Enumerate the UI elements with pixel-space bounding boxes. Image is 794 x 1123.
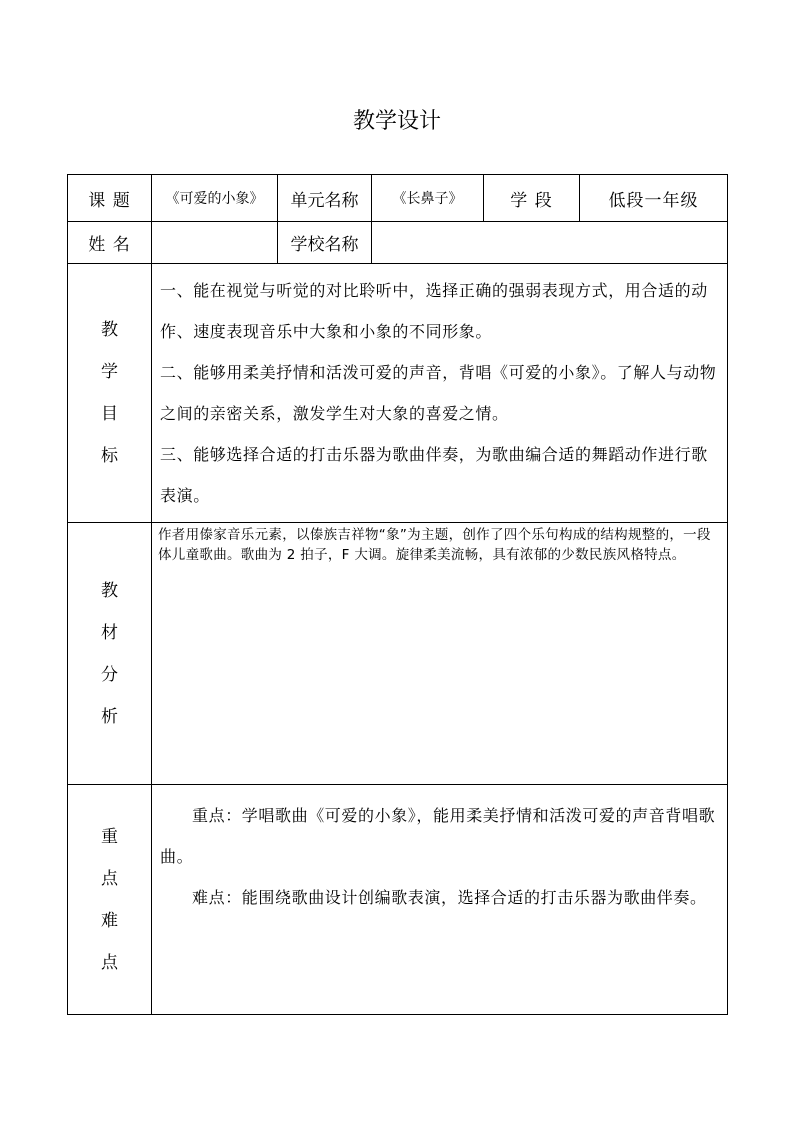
- analysis-content: [152, 523, 728, 785]
- difficulty-text: 难点：能围绕歌曲设计创编歌表演，选择合适的打击乐器为歌曲伴奏。: [192, 888, 707, 907]
- key-point-text: 重点：学唱歌曲《可爱的小象》，能用柔美抒情和活泼可爱的声音背唱歌曲。: [160, 806, 716, 866]
- goals-content: [152, 264, 728, 523]
- stage-value: 低段一年级: [580, 175, 728, 222]
- stage-label: 学 段: [484, 175, 580, 222]
- goals-label-char: 标: [101, 446, 118, 466]
- header-row: [68, 175, 728, 222]
- key-points-label-char: 点: [101, 952, 118, 973]
- analysis-label-char: 材: [101, 622, 118, 643]
- unit-label: 单元名称: [278, 175, 372, 222]
- topic-label: 课 题: [68, 175, 152, 222]
- goal-item: 三、能够选择合适的打击乐器为歌曲伴奏，为歌曲编合适的舞蹈动作进行歌表演。: [160, 445, 708, 505]
- name-label: 姓 名: [68, 222, 152, 264]
- goals-label-char: 教: [101, 320, 118, 340]
- key-points-content: [152, 785, 728, 1015]
- analysis-label-char: 析: [101, 706, 118, 727]
- analysis-text: 作者用傣家音乐元素，以傣族吉祥物“象”为主题，创作了四个乐句构成的结构规整的，一段体儿童歌曲。歌曲为 2 拍子，F 大调。旋律柔美流畅，具有浓郁的少数民族风格特点。: [158, 527, 711, 563]
- key-points-label-char: 重: [101, 826, 118, 847]
- analysis-row: [68, 523, 728, 785]
- name-row: [68, 222, 728, 264]
- key-points-label: [68, 785, 152, 1015]
- goals-row: [68, 264, 728, 523]
- analysis-label: [68, 523, 152, 785]
- topic-value: 《可爱的小象》: [152, 175, 278, 222]
- key-points-label-char: 点: [101, 868, 118, 889]
- goals-label-char: 目: [101, 404, 118, 424]
- goal-item: 二、能够用柔美抒情和活泼可爱的声音，背唱《可爱的小象》。了解人与动物之间的亲密关系，激发学生对大象的喜爱之情。: [160, 363, 717, 423]
- name-field[interactable]: [152, 222, 278, 264]
- goals-label-char: 学: [101, 362, 118, 382]
- unit-value: 《长鼻子》: [372, 175, 484, 222]
- goals-label: [68, 264, 152, 523]
- key-points-row: [68, 785, 728, 1015]
- document-title: 教学设计: [352, 109, 441, 134]
- analysis-label-char: 分: [101, 664, 118, 685]
- key-points-label-char: 难: [101, 910, 118, 931]
- goal-item: 一、能在视觉与听觉的对比聆听中，选择正确的强弱表现方式，用合适的动作、速度表现音乐中大象和小象的不同形象。: [160, 281, 708, 341]
- analysis-label-char: 教: [101, 580, 118, 601]
- school-field[interactable]: [372, 222, 728, 264]
- school-label: 学校名称: [278, 222, 372, 264]
- lesson-plan-table: [67, 174, 728, 1015]
